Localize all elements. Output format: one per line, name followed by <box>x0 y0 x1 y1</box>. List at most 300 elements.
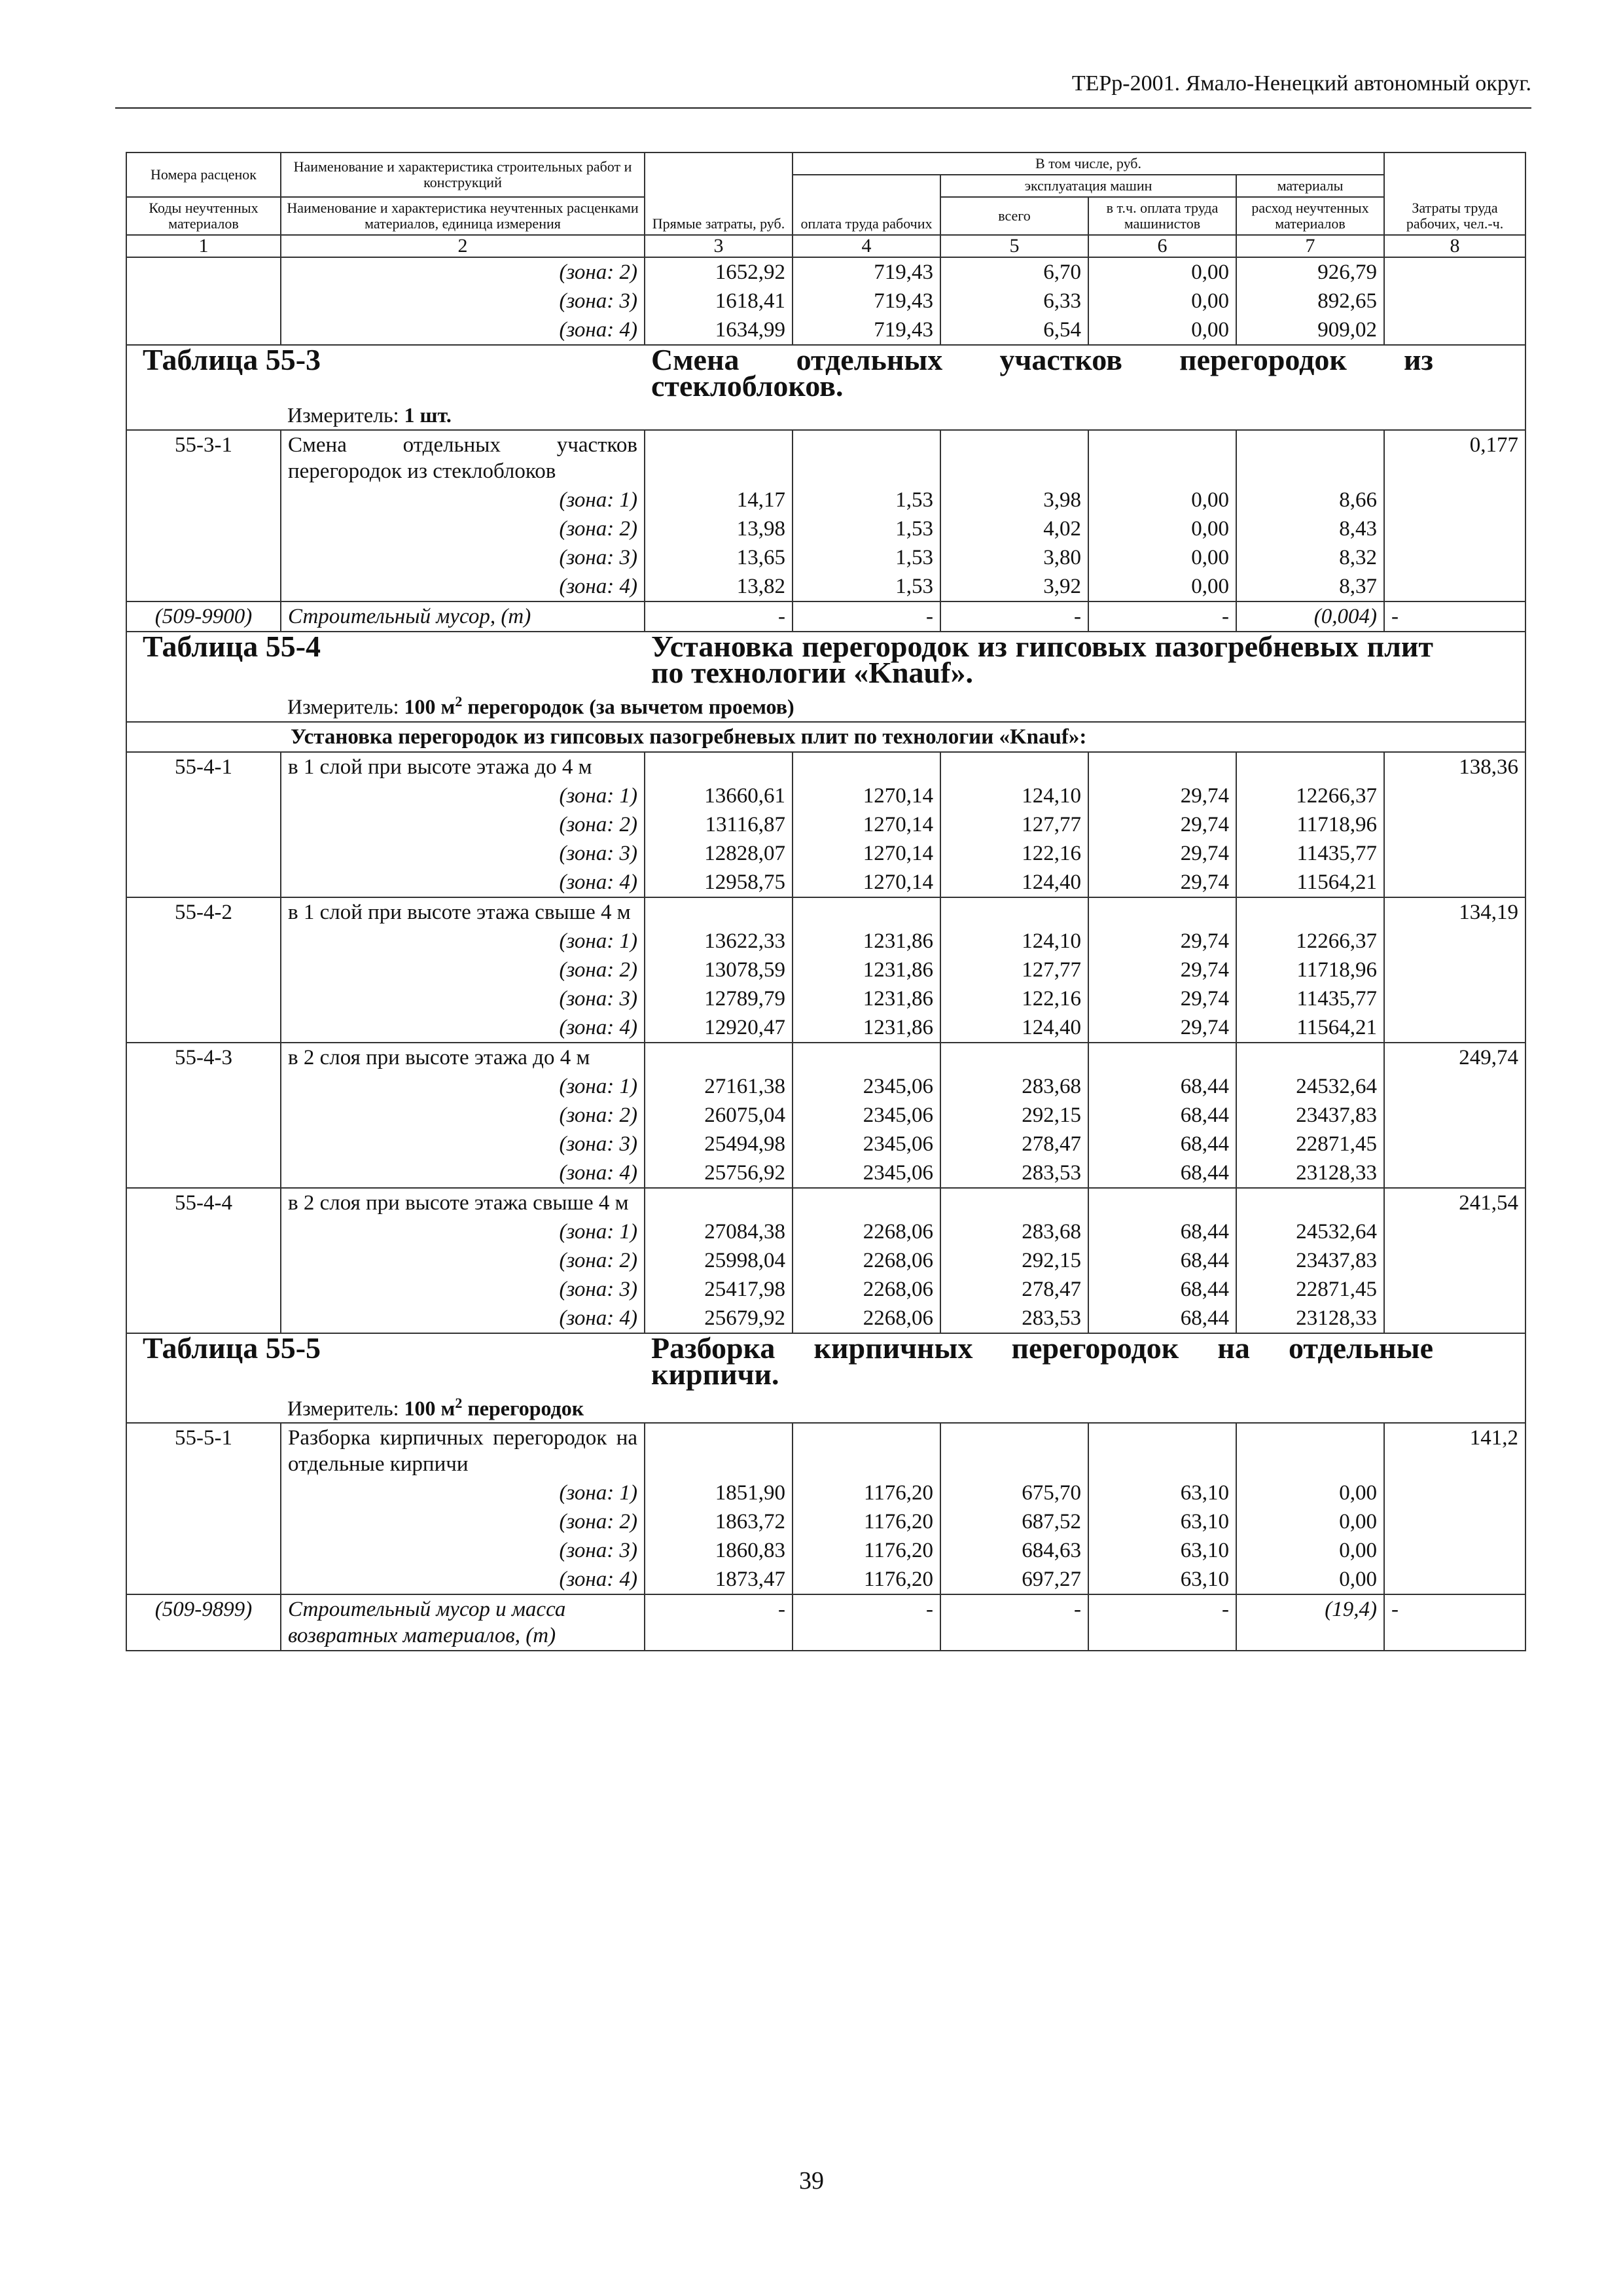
direct-cost-value: 1851,90 <box>645 1479 793 1507</box>
materials-cost-value: 926,79 <box>1236 257 1384 287</box>
code-cell-empty <box>126 956 281 984</box>
direct-cost-value: 25756,92 <box>645 1158 793 1188</box>
direct-cost-value: 1652,92 <box>645 257 793 287</box>
machinist-pay-value: 63,10 <box>1088 1507 1236 1536</box>
empty-cell <box>1236 430 1384 486</box>
code-cell-empty <box>126 868 281 897</box>
worker-pay-value: 1176,20 <box>793 1507 940 1536</box>
zone-row <box>126 810 1525 839</box>
zone-row <box>126 1275 1525 1304</box>
direct-cost-value: 1618,41 <box>645 287 793 315</box>
rate-item-row <box>126 1188 1525 1217</box>
materials-cost-value: 24532,64 <box>1236 1072 1384 1101</box>
machines-total-value: 124,40 <box>940 868 1088 897</box>
code-cell-empty <box>126 1536 281 1565</box>
direct-cost-value: 13,65 <box>645 543 793 572</box>
machinist-pay-value: 68,44 <box>1088 1158 1236 1188</box>
labor-cell-empty <box>1384 514 1525 543</box>
labor-cell-empty <box>1384 287 1525 315</box>
direct-cost-value: 25494,98 <box>645 1130 793 1158</box>
rate-code: 55-5-1 <box>126 1423 281 1479</box>
rate-code: 55-3-1 <box>126 430 281 486</box>
code-cell-empty <box>126 1158 281 1188</box>
worker-pay-value: 2268,06 <box>793 1246 940 1275</box>
zone-row <box>126 868 1525 897</box>
materials-cost-value: 22871,45 <box>1236 1130 1384 1158</box>
zone-row <box>126 1013 1525 1043</box>
direct-cost-value: 14,17 <box>645 486 793 514</box>
code-cell-empty <box>126 287 281 315</box>
header-codes-bottom: Коды неучтенных материалов <box>126 197 281 235</box>
machines-total-value: 127,77 <box>940 956 1088 984</box>
materials-cost-value: 23437,83 <box>1236 1101 1384 1130</box>
header-group: В том числе, руб. <box>793 152 1384 175</box>
machinist-pay-value: 68,44 <box>1088 1130 1236 1158</box>
rate-name: в 2 слоя при высоте этажа до 4 м <box>281 1043 645 1072</box>
meter-superscript: 2 <box>455 693 463 709</box>
machines-total-value: 283,53 <box>940 1304 1088 1333</box>
table-title: Установка перегородок из гипсовых пазогребневых плит по технологии «Knauf». <box>645 632 1525 687</box>
worker-pay-value: 1270,14 <box>793 839 940 868</box>
rate-item-row <box>126 1423 1525 1479</box>
labor-cell-empty <box>1384 257 1525 287</box>
zone-label: (зона: 4) <box>281 1304 645 1333</box>
column-number: 5 <box>940 235 1088 257</box>
labor-cell-empty <box>1384 572 1525 601</box>
zone-label: (зона: 3) <box>281 543 645 572</box>
zone-label: (зона: 1) <box>281 1072 645 1101</box>
material-row <box>126 601 1525 632</box>
direct-cost-value: 13,98 <box>645 514 793 543</box>
material-quantity: (0,004) <box>1236 601 1384 632</box>
dash-cell: - <box>940 1594 1088 1651</box>
machinist-pay-value: 68,44 <box>1088 1304 1236 1333</box>
zone-row <box>126 956 1525 984</box>
header-machinist-pay: в т.ч. оплата труда машинистов <box>1088 197 1236 235</box>
empty-cell <box>1088 1423 1236 1479</box>
labor-value: 138,36 <box>1384 752 1525 781</box>
empty-cell <box>793 752 940 781</box>
dash-cell: - <box>1384 601 1525 632</box>
materials-cost-value: 8,43 <box>1236 514 1384 543</box>
zone-row <box>126 839 1525 868</box>
materials-cost-value: 892,65 <box>1236 287 1384 315</box>
labor-cell-empty <box>1384 1536 1525 1565</box>
direct-cost-value: 13,82 <box>645 572 793 601</box>
empty-cell <box>940 897 1088 927</box>
empty-cell <box>1236 1423 1384 1479</box>
table-label: Таблица 55-4 <box>126 632 645 687</box>
zone-label: (зона: 1) <box>281 1217 645 1246</box>
labor-cell-empty <box>1384 956 1525 984</box>
worker-pay-value: 1176,20 <box>793 1565 940 1594</box>
zone-label: (зона: 3) <box>281 1130 645 1158</box>
labor-cell-empty <box>1384 984 1525 1013</box>
labor-cell-empty <box>1384 315 1525 345</box>
materials-cost-value: 0,00 <box>1236 1507 1384 1536</box>
meter-prefix: Измеритель: <box>287 694 399 719</box>
rate-code: 55-4-3 <box>126 1043 281 1072</box>
zone-label: (зона: 2) <box>281 257 645 287</box>
labor-value: 249,74 <box>1384 1043 1525 1072</box>
code-cell-empty <box>126 927 281 956</box>
machinist-pay-value: 0,00 <box>1088 514 1236 543</box>
zone-label: (зона: 4) <box>281 572 645 601</box>
direct-cost-value: 1863,72 <box>645 1507 793 1536</box>
machinist-pay-value: 0,00 <box>1088 486 1236 514</box>
header-machines: эксплуатация машин <box>940 175 1236 197</box>
rate-item-row <box>126 752 1525 781</box>
code-cell-empty <box>126 1479 281 1507</box>
worker-pay-value: 1231,86 <box>793 984 940 1013</box>
materials-cost-value: 8,66 <box>1236 486 1384 514</box>
zone-label: (зона: 3) <box>281 287 645 315</box>
machines-total-value: 3,80 <box>940 543 1088 572</box>
worker-pay-value: 1270,14 <box>793 868 940 897</box>
direct-cost-value: 12958,75 <box>645 868 793 897</box>
materials-cost-value: 0,00 <box>1236 1536 1384 1565</box>
machines-total-value: 122,16 <box>940 984 1088 1013</box>
zone-row <box>126 984 1525 1013</box>
dash-cell: - <box>1384 1594 1525 1651</box>
header-unaccounted-materials: расход неучтенных материалов <box>1236 197 1384 235</box>
machinist-pay-value: 68,44 <box>1088 1246 1236 1275</box>
rates-table <box>126 152 1526 1651</box>
labor-cell-empty <box>1384 1130 1525 1158</box>
machines-total-value: 124,10 <box>940 927 1088 956</box>
header-row-1 <box>126 152 1525 175</box>
meter-value: 1 шт. <box>404 403 452 427</box>
column-number: 2 <box>281 235 645 257</box>
zone-row <box>126 1072 1525 1101</box>
empty-cell <box>940 1043 1088 1072</box>
zone-label: (зона: 3) <box>281 1275 645 1304</box>
zone-label: (зона: 1) <box>281 927 645 956</box>
machines-total-value: 6,33 <box>940 287 1088 315</box>
table-label: Таблица 55-5 <box>126 1333 645 1389</box>
zone-label: (зона: 1) <box>281 486 645 514</box>
zone-row <box>126 257 1525 287</box>
header-numbers-row <box>126 235 1525 257</box>
zone-label: (зона: 3) <box>281 1536 645 1565</box>
empty-cell <box>940 430 1088 486</box>
meter-suffix: перегородок (за вычетом проемов) <box>467 694 794 719</box>
machines-total-value: 6,70 <box>940 257 1088 287</box>
labor-cell-empty <box>1384 1101 1525 1130</box>
header-direct-costs: Прямые затраты, руб. <box>645 152 793 235</box>
machinist-pay-value: 29,74 <box>1088 956 1236 984</box>
machinist-pay-value: 29,74 <box>1088 868 1236 897</box>
worker-pay-value: 1,53 <box>793 514 940 543</box>
dash-cell: - <box>1088 1594 1236 1651</box>
code-cell-empty <box>126 1013 281 1043</box>
labor-cell-empty <box>1384 1246 1525 1275</box>
meter-row <box>126 687 1525 722</box>
material-code: (509-9900) <box>126 601 281 632</box>
worker-pay-value: 2268,06 <box>793 1275 940 1304</box>
zone-row <box>126 1536 1525 1565</box>
material-name: Строительный мусор и масса возвратных материалов, (т) <box>281 1594 645 1651</box>
running-header: ТЕРр-2001. Ямало-Ненецкий автономный округ. <box>115 71 1531 109</box>
zone-row <box>126 1565 1525 1594</box>
worker-pay-value: 719,43 <box>793 257 940 287</box>
materials-cost-value: 11718,96 <box>1236 956 1384 984</box>
zone-label: (зона: 2) <box>281 1246 645 1275</box>
worker-pay-value: 1231,86 <box>793 1013 940 1043</box>
labor-value: 0,177 <box>1384 430 1525 486</box>
code-cell-empty <box>126 1304 281 1333</box>
code-cell-empty <box>126 1275 281 1304</box>
machinist-pay-value: 63,10 <box>1088 1479 1236 1507</box>
machinist-pay-value: 0,00 <box>1088 543 1236 572</box>
code-cell-empty <box>126 543 281 572</box>
machinist-pay-value: 63,10 <box>1088 1536 1236 1565</box>
header-materials: материалы <box>1236 175 1384 197</box>
dash-cell: - <box>1088 601 1236 632</box>
zone-row <box>126 572 1525 601</box>
direct-cost-value: 13116,87 <box>645 810 793 839</box>
labor-cell-empty <box>1384 1072 1525 1101</box>
zone-row <box>126 1130 1525 1158</box>
dash-cell: - <box>793 601 940 632</box>
machines-total-value: 675,70 <box>940 1479 1088 1507</box>
labor-cell-empty <box>1384 781 1525 810</box>
column-number: 8 <box>1384 235 1525 257</box>
machines-total-value: 283,68 <box>940 1072 1088 1101</box>
zone-row <box>126 1158 1525 1188</box>
zone-label: (зона: 4) <box>281 1013 645 1043</box>
table-title: Смена отдельных участков перегородок из стеклоблоков. <box>645 345 1525 401</box>
worker-pay-value: 1,53 <box>793 543 940 572</box>
empty-cell <box>940 752 1088 781</box>
machinist-pay-value: 0,00 <box>1088 287 1236 315</box>
materials-cost-value: 23437,83 <box>1236 1246 1384 1275</box>
zone-label: (зона: 2) <box>281 810 645 839</box>
empty-cell <box>793 1423 940 1479</box>
header-codes: Номера расценок <box>126 152 281 197</box>
direct-cost-value: 12789,79 <box>645 984 793 1013</box>
meter <box>281 1389 1525 1424</box>
materials-cost-value: 11564,21 <box>1236 1013 1384 1043</box>
labor-cell-empty <box>1384 868 1525 897</box>
empty-cell <box>1088 430 1236 486</box>
dash-cell: - <box>645 601 793 632</box>
materials-cost-value: 24532,64 <box>1236 1217 1384 1246</box>
labor-cell-empty <box>1384 1275 1525 1304</box>
labor-cell-empty <box>1384 1158 1525 1188</box>
labor-value: 241,54 <box>1384 1188 1525 1217</box>
code-cell-empty <box>126 1101 281 1130</box>
meter-prefix: Измеритель: <box>287 403 399 427</box>
rate-item-row <box>126 430 1525 486</box>
machines-total-value: 3,98 <box>940 486 1088 514</box>
code-cell-empty <box>126 486 281 514</box>
materials-cost-value: 12266,37 <box>1236 927 1384 956</box>
materials-cost-value: 23128,33 <box>1236 1158 1384 1188</box>
empty-cell <box>1236 752 1384 781</box>
direct-cost-value: 25679,92 <box>645 1304 793 1333</box>
machines-total-value: 278,47 <box>940 1130 1088 1158</box>
dash-cell: - <box>645 1594 793 1651</box>
materials-cost-value: 0,00 <box>1236 1565 1384 1594</box>
code-cell-empty <box>126 315 281 345</box>
materials-cost-value: 0,00 <box>1236 1479 1384 1507</box>
machinist-pay-value: 29,74 <box>1088 927 1236 956</box>
labor-value: 141,2 <box>1384 1423 1525 1479</box>
header-names-bottom: Наименование и характеристика неучтенных расценками материалов, единица измерения <box>281 197 645 235</box>
zone-label: (зона: 3) <box>281 984 645 1013</box>
rate-code: 55-4-4 <box>126 1188 281 1217</box>
machines-total-value: 283,53 <box>940 1158 1088 1188</box>
direct-cost-value: 1634,99 <box>645 315 793 345</box>
worker-pay-value: 2268,06 <box>793 1217 940 1246</box>
worker-pay-value: 719,43 <box>793 315 940 345</box>
meter-spacer <box>126 1389 281 1424</box>
machines-total-value: 124,40 <box>940 1013 1088 1043</box>
worker-pay-value: 1176,20 <box>793 1536 940 1565</box>
machines-total-value: 292,15 <box>940 1101 1088 1130</box>
machinist-pay-value: 68,44 <box>1088 1217 1236 1246</box>
zone-label: (зона: 4) <box>281 1565 645 1594</box>
meter-prefix: Измеритель: <box>287 1396 399 1420</box>
labor-cell-empty <box>1384 839 1525 868</box>
machines-total-value: 283,68 <box>940 1217 1088 1246</box>
column-number: 6 <box>1088 235 1236 257</box>
worker-pay-value: 1176,20 <box>793 1479 940 1507</box>
worker-pay-value: 1270,14 <box>793 810 940 839</box>
empty-cell <box>645 1423 793 1479</box>
labor-cell-empty <box>1384 810 1525 839</box>
machinist-pay-value: 29,74 <box>1088 781 1236 810</box>
zone-row <box>126 543 1525 572</box>
materials-cost-value: 11435,77 <box>1236 839 1384 868</box>
empty-cell <box>1088 1043 1236 1072</box>
zone-row <box>126 1507 1525 1536</box>
zone-row <box>126 287 1525 315</box>
empty-cell <box>645 897 793 927</box>
worker-pay-value: 2345,06 <box>793 1130 940 1158</box>
empty-cell <box>793 897 940 927</box>
labor-cell-empty <box>1384 1217 1525 1246</box>
labor-cell-empty <box>1384 543 1525 572</box>
materials-cost-value: 12266,37 <box>1236 781 1384 810</box>
machines-total-value: 127,77 <box>940 810 1088 839</box>
direct-cost-value: 25417,98 <box>645 1275 793 1304</box>
code-cell-empty <box>126 514 281 543</box>
worker-pay-value: 2345,06 <box>793 1158 940 1188</box>
code-cell-empty <box>126 572 281 601</box>
dash-cell: - <box>940 601 1088 632</box>
zone-row <box>126 315 1525 345</box>
rate-code: 55-4-2 <box>126 897 281 927</box>
worker-pay-value: 1270,14 <box>793 781 940 810</box>
zone-row <box>126 781 1525 810</box>
meter <box>281 401 1525 430</box>
rate-name: Смена отдельных участков перегородок из стеклоблоков <box>281 430 645 486</box>
machinist-pay-value: 63,10 <box>1088 1565 1236 1594</box>
table-title-row <box>126 1333 1525 1389</box>
direct-cost-value: 13622,33 <box>645 927 793 956</box>
direct-cost-value: 25998,04 <box>645 1246 793 1275</box>
worker-pay-value: 1231,86 <box>793 956 940 984</box>
machinist-pay-value: 0,00 <box>1088 315 1236 345</box>
materials-cost-value: 8,37 <box>1236 572 1384 601</box>
machinist-pay-value: 68,44 <box>1088 1072 1236 1101</box>
machines-total-value: 687,52 <box>940 1507 1088 1536</box>
zone-row <box>126 1304 1525 1333</box>
machines-total-value: 6,54 <box>940 315 1088 345</box>
material-row <box>126 1594 1525 1651</box>
subheader-text: Установка перегородок из гипсовых пазогребневых плит по технологии «Knauf»: <box>126 722 1525 752</box>
code-cell-empty <box>126 810 281 839</box>
header-machines-total: всего <box>940 197 1088 235</box>
code-cell-empty <box>126 1072 281 1101</box>
zone-row <box>126 927 1525 956</box>
zone-label: (зона: 2) <box>281 1507 645 1536</box>
machinist-pay-value: 0,00 <box>1088 257 1236 287</box>
materials-cost-value: 23128,33 <box>1236 1304 1384 1333</box>
machinist-pay-value: 29,74 <box>1088 1013 1236 1043</box>
meter-spacer <box>126 687 281 722</box>
meter-spacer <box>126 401 281 430</box>
materials-cost-value: 909,02 <box>1236 315 1384 345</box>
material-code: (509-9899) <box>126 1594 281 1651</box>
rate-name: Разборка кирпичных перегородок на отдельные кирпичи <box>281 1423 645 1479</box>
materials-cost-value: 11435,77 <box>1236 984 1384 1013</box>
meter-row <box>126 1389 1525 1424</box>
worker-pay-value: 719,43 <box>793 287 940 315</box>
labor-cell-empty <box>1384 486 1525 514</box>
zone-label: (зона: 4) <box>281 868 645 897</box>
zone-row <box>126 1246 1525 1275</box>
zone-label: (зона: 4) <box>281 1158 645 1188</box>
direct-cost-value: 13660,61 <box>645 781 793 810</box>
meter-suffix: перегородок <box>467 1396 584 1420</box>
materials-cost-value: 8,32 <box>1236 543 1384 572</box>
column-number: 7 <box>1236 235 1384 257</box>
zone-label: (зона: 1) <box>281 1479 645 1507</box>
empty-cell <box>1236 1043 1384 1072</box>
rate-name: в 1 слой при высоте этажа свыше 4 м <box>281 897 645 927</box>
rate-item-row <box>126 897 1525 927</box>
zone-label: (зона: 2) <box>281 1101 645 1130</box>
empty-cell <box>793 1188 940 1217</box>
direct-cost-value: 12828,07 <box>645 839 793 868</box>
code-cell-empty <box>126 1217 281 1246</box>
header-names: Наименование и характеристика строительных работ и конструкций <box>281 152 645 197</box>
column-number: 4 <box>793 235 940 257</box>
direct-cost-value: 12920,47 <box>645 1013 793 1043</box>
empty-cell <box>645 1043 793 1072</box>
machines-total-value: 124,10 <box>940 781 1088 810</box>
zone-label: (зона: 3) <box>281 839 645 868</box>
rate-name: в 1 слой при высоте этажа до 4 м <box>281 752 645 781</box>
materials-cost-value: 11564,21 <box>1236 868 1384 897</box>
direct-cost-value: 27084,38 <box>645 1217 793 1246</box>
table-title-row <box>126 632 1525 687</box>
zone-row <box>126 1217 1525 1246</box>
code-cell-empty <box>126 257 281 287</box>
machinist-pay-value: 29,74 <box>1088 810 1236 839</box>
meter-row <box>126 401 1525 430</box>
rate-code: 55-4-1 <box>126 752 281 781</box>
machinist-pay-value: 29,74 <box>1088 984 1236 1013</box>
zone-label: (зона: 2) <box>281 956 645 984</box>
subheader-row <box>126 722 1525 752</box>
labor-cell-empty <box>1384 1507 1525 1536</box>
empty-cell <box>1236 897 1384 927</box>
empty-cell <box>645 752 793 781</box>
